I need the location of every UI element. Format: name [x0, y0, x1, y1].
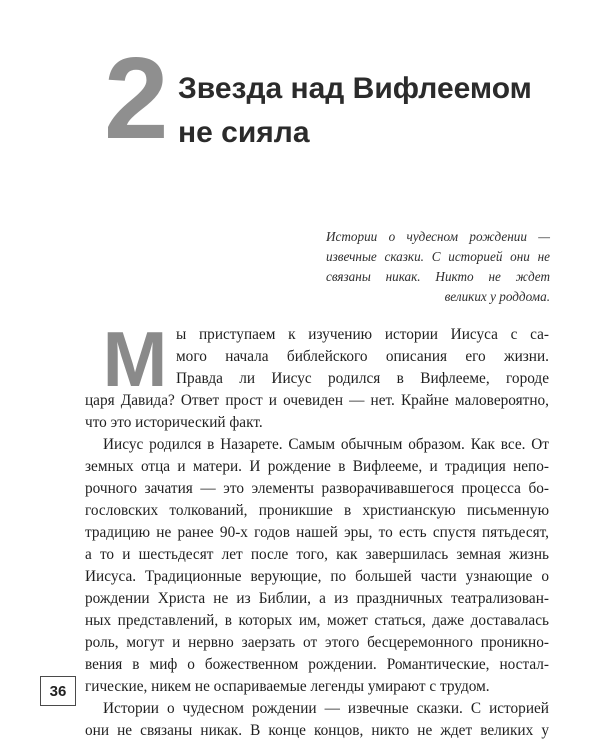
chapter-title-line: Звезда над Вифлеемом	[178, 72, 532, 105]
body-line: вения в миф о божественном рождении. Романтические, ностал-	[85, 656, 549, 673]
body-line: роль, могут и нервно заерзать от этого бесцеремонного проникно-	[85, 634, 549, 651]
body-line: Правда ли Иисус родился в Вифлееме, городе	[176, 370, 549, 387]
body-line: Истории о чудесном рождении — извечные сказки. С историей	[103, 700, 549, 717]
body-line: царя Давида? Ответ прост и очевиден — нет. Крайне маловероятно,	[85, 392, 549, 409]
body-line: рочного зачатия — это элементы разворачивавшегося процесса бо-	[85, 480, 549, 497]
epigraph-line: Истории о чудесном рождении —	[326, 229, 550, 244]
epigraph-line: великих у роддома.	[444, 289, 550, 304]
body-line: они не связаны никак. В конце концов, никто не ждет великих у	[85, 722, 549, 739]
drop-cap: М	[102, 315, 168, 403]
body-line: гословских толкований, проникшие в христианскую письменную	[85, 502, 549, 519]
body-line: Иисуса. Традиционные верующие, по большей части узнающие о	[85, 568, 549, 585]
body-line: мого начала библейского описания его жизни.	[176, 348, 549, 365]
body-line: Иисус родился в Назарете. Самым обычным образом. Как все. От	[103, 436, 549, 453]
body-line: а то и шестьдесят лет после того, как завершилась земная жизнь	[85, 546, 549, 563]
epigraph-line: связаны никак. Никто не ждет	[326, 269, 550, 284]
body-line: рождении Христа не из Библии, а из праздничных театрализован-	[85, 590, 549, 607]
body-text	[85, 315, 549, 742]
body-line: традицию не ранее 90-х годов нашей эры, то есть спустя пятьдесят,	[85, 524, 549, 541]
body-line: что это исторический факт.	[85, 414, 263, 431]
epigraph-line: извечные сказки. С историей они не	[326, 249, 550, 264]
body-line: земных отца и матери. И рождение в Вифлееме, и традиция непо-	[85, 458, 549, 475]
chapter-number: 2	[104, 33, 167, 163]
chapter-title-line: не сияла	[178, 116, 310, 149]
page-number: 36	[40, 676, 76, 706]
epigraph	[326, 227, 550, 307]
body-line: гические, никем не оспариваемые легенды умирают с трудом.	[85, 678, 490, 695]
body-line: ы приступаем к изучению истории Иисуса с са-	[176, 326, 549, 343]
body-line: ных представлений, в которых им, может статься, даже доставалась	[85, 612, 549, 629]
chapter-title	[178, 67, 558, 155]
